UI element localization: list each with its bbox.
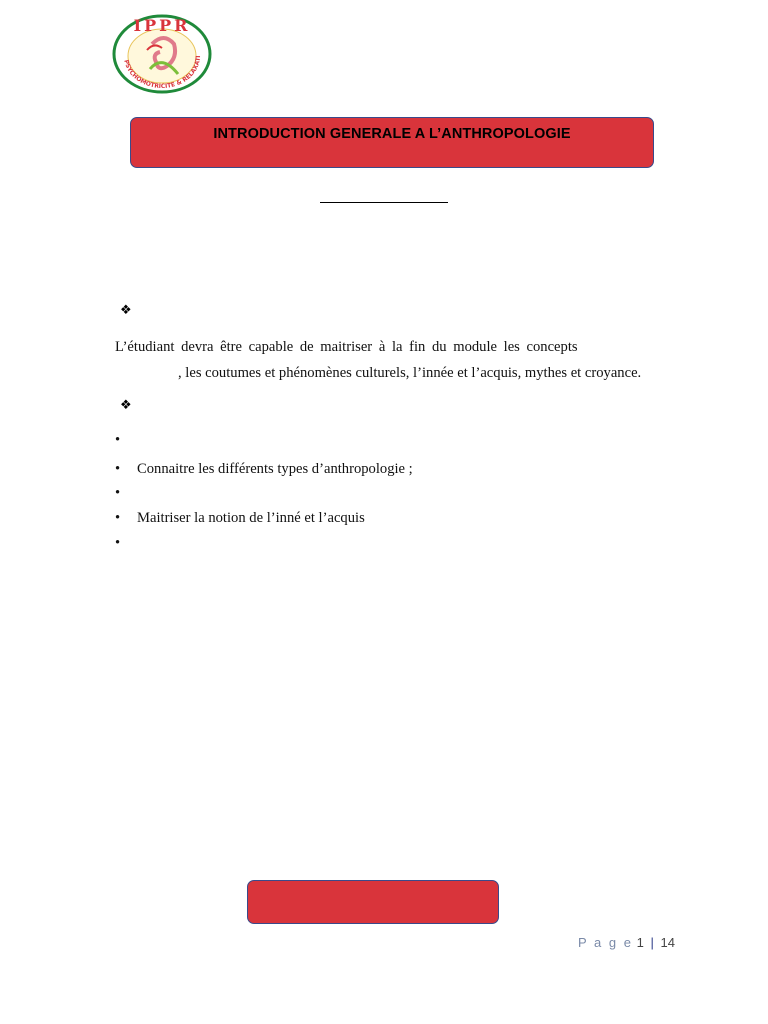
total-pages: 14 bbox=[660, 935, 675, 950]
current-page: 1 bbox=[636, 935, 644, 950]
title-underline bbox=[320, 202, 448, 203]
objective-line-1: L’étudiant devra être capable de maitriser à la fin du module les concepts bbox=[115, 339, 578, 355]
section-diamond-bullet-icon: ❖ bbox=[120, 398, 132, 413]
bullet-icon: • bbox=[115, 432, 121, 448]
section-diamond-bullet-icon: ❖ bbox=[120, 303, 132, 318]
list-item: Maitriser la notion de l’inné et l’acquis bbox=[137, 510, 365, 526]
bullet-icon: • bbox=[115, 485, 121, 501]
footer-banner bbox=[247, 880, 499, 924]
bullet-icon: • bbox=[115, 510, 121, 526]
objective-line-2: , les coutumes et phénomènes culturels, l’innée et l’acquis, mythes et croyance. bbox=[178, 365, 642, 381]
svg-text:IPPR: IPPR bbox=[133, 16, 191, 35]
bullet-icon: • bbox=[115, 461, 121, 477]
page-separator: | bbox=[650, 935, 654, 950]
title-banner bbox=[130, 117, 654, 168]
document-title: INTRODUCTION GENERALE A L’ANTHROPOLOGIE bbox=[213, 126, 571, 142]
page-number bbox=[578, 935, 675, 950]
svg-text:PSYCHOMOTRICITE & RELAXATION: PSYCHOMOTRICITE & RELAXATI bbox=[122, 55, 203, 91]
bullet-icon: • bbox=[115, 535, 121, 551]
ippr-logo bbox=[112, 14, 212, 94]
page-word: P a g e bbox=[578, 935, 633, 950]
list-item: Connaitre les différents types d’anthropologie ; bbox=[137, 461, 413, 477]
